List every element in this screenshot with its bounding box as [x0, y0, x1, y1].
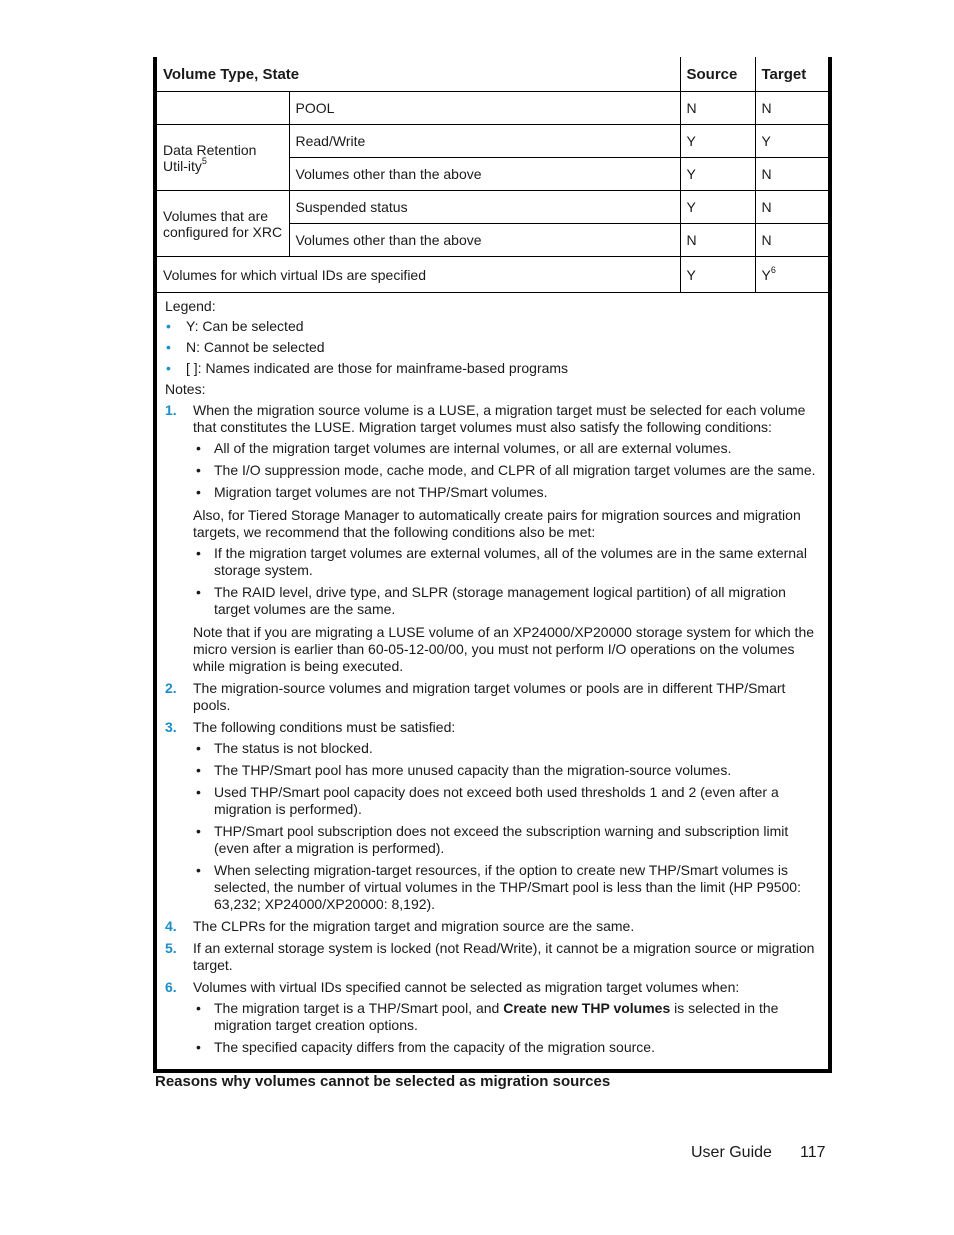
section-heading: Reasons why volumes cannot be selected as migration sources — [155, 1073, 611, 1090]
note-bullet: • If the migration target volumes are external volumes, all of the volumes are in the same external storage system. — [193, 545, 820, 579]
footer-title: User Guide — [691, 1144, 772, 1161]
note-bullets — [193, 545, 820, 618]
note-number: 1. — [165, 402, 177, 418]
target-cell: N — [755, 224, 828, 257]
note-item — [165, 680, 820, 714]
target-value: Y — [761, 266, 771, 283]
note-text: Volumes with virtual IDs specified cannot be selected as migration target volumes when: — [193, 979, 740, 995]
note-number: 3. — [165, 719, 177, 735]
note-bullets — [193, 740, 820, 913]
volume-table-frame — [153, 57, 832, 1073]
header-target: Target — [755, 57, 828, 92]
note-bullet: • The THP/Smart pool has more unused capacity than the migration-source volumes. — [193, 762, 820, 779]
page-number: 117 — [800, 1144, 826, 1161]
note-bullet: • All of the migration target volumes are internal volumes, or all are external volumes. — [193, 440, 820, 457]
legend-label: Legend: — [165, 298, 216, 314]
note-text: The CLPRs for the migration target and migration source are the same. — [193, 918, 635, 934]
volume-type-table — [157, 57, 828, 293]
note-item — [165, 918, 820, 935]
note-bullet: • Migration target volumes are not THP/Smart volumes. — [193, 484, 820, 501]
legend-item: • [ ]: Names indicated are those for mainframe-based programs — [165, 360, 820, 377]
note-bullet: • The I/O suppression mode, cache mode, and CLPR of all migration target volumes are the same. — [193, 462, 820, 479]
note-text: When the migration source volume is a LUSE, a migration target must be selected for each volume that constitutes the LUSE. Migration target volumes must also satisfy the following conditions: — [193, 402, 806, 435]
note-number: 6. — [165, 979, 177, 995]
virtual-id-cell: Volumes for which virtual IDs are specified — [157, 257, 680, 293]
note-item — [165, 402, 820, 675]
note-item — [165, 979, 820, 1056]
note-paragraph: Also, for Tiered Storage Manager to automatically create pairs for migration sources and migration targets, we recommend that the following conditions also be met: — [193, 507, 801, 540]
notes-label: Notes: — [165, 381, 206, 397]
note-bullet: • The status is not blocked. — [193, 740, 820, 757]
table-header-row — [157, 57, 828, 92]
group-label: Data Retention Util-ity — [163, 141, 257, 174]
note-bullet — [193, 1000, 820, 1034]
header-type-state: Volume Type, State — [157, 57, 680, 92]
target-cell — [755, 257, 828, 293]
note-item — [165, 719, 820, 913]
legend-item: • N: Cannot be selected — [165, 339, 820, 356]
source-cell: Y — [680, 257, 755, 293]
note-text: If an external storage system is locked (not Read/Write), it cannot be a migration source or migration target. — [193, 940, 815, 973]
footnote-ref: 5 — [201, 155, 207, 166]
note-bullet: • When selecting migration-target resources, if the option to create new THP/Smart volumes is selected, the number of virtual volumes in the THP/Smart pool is less than the limit (HP P9500: 63,232; XP24000/XP20000: 8,192). — [193, 862, 820, 913]
notes-list — [165, 402, 820, 1056]
note-number: 4. — [165, 918, 177, 934]
state-cell: Volumes other than the above — [289, 158, 680, 191]
source-cell: N — [680, 92, 755, 125]
table-row — [157, 257, 828, 293]
target-cell: N — [755, 191, 828, 224]
note-paragraph: Note that if you are migrating a LUSE volume of an XP24000/XP20000 storage system for which the micro version is earlier than 60-05-12-00/00, you must not perform I/O operations on the volumes while migration is being executed. — [193, 624, 815, 674]
note-text: The migration-source volumes and migration target volumes or pools are in different THP/Smart pools. — [193, 680, 786, 713]
bullet-text: The migration target is a THP/Smart pool, and — [214, 1000, 504, 1016]
source-cell: N — [680, 224, 755, 257]
target-cell: Y — [755, 125, 828, 158]
note-item — [165, 940, 820, 974]
note-bullet: • Used THP/Smart pool capacity does not exceed both used thresholds 1 and 2 (even after a migration is performed). — [193, 784, 820, 818]
note-text: The following conditions must be satisfied: — [193, 719, 456, 735]
source-cell: Y — [680, 158, 755, 191]
empty-cell — [157, 92, 289, 125]
note-bullet: • THP/Smart pool subscription does not exceed the subscription warning and subscription limit (even after a migration is performed). — [193, 823, 820, 857]
note-bullets — [193, 1000, 820, 1056]
note-number: 5. — [165, 940, 177, 956]
target-cell: N — [755, 92, 828, 125]
bold-option-name: Create new THP volumes — [503, 1000, 671, 1016]
note-bullets — [193, 440, 820, 501]
target-cell: N — [755, 158, 828, 191]
legend-item: • Y: Can be selected — [165, 318, 820, 335]
source-cell: Y — [680, 125, 755, 158]
header-source: Source — [680, 57, 755, 92]
state-cell: Read/Write — [289, 125, 680, 158]
note-bullet: • The specified capacity differs from the capacity of the migration source. — [193, 1039, 820, 1056]
note-bullet: • The RAID level, drive type, and SLPR (storage management logical partition) of all migration target volumes are the same. — [193, 584, 820, 618]
state-cell: Volumes other than the above — [289, 224, 680, 257]
table-row — [157, 191, 828, 224]
footnote-ref: 6 — [770, 264, 776, 275]
note-number: 2. — [165, 680, 177, 696]
state-cell: POOL — [289, 92, 680, 125]
table-row — [157, 92, 828, 125]
state-cell: Suspended status — [289, 191, 680, 224]
legend-list — [165, 318, 820, 377]
bullet-text: is selected in the migration target creation options. — [214, 1000, 779, 1033]
table-row — [157, 125, 828, 158]
source-cell: Y — [680, 191, 755, 224]
group-cell-data-retention — [157, 125, 289, 191]
notes-section — [157, 293, 828, 1069]
group-cell-xrc: Volumes that are configured for XRC — [157, 191, 289, 257]
